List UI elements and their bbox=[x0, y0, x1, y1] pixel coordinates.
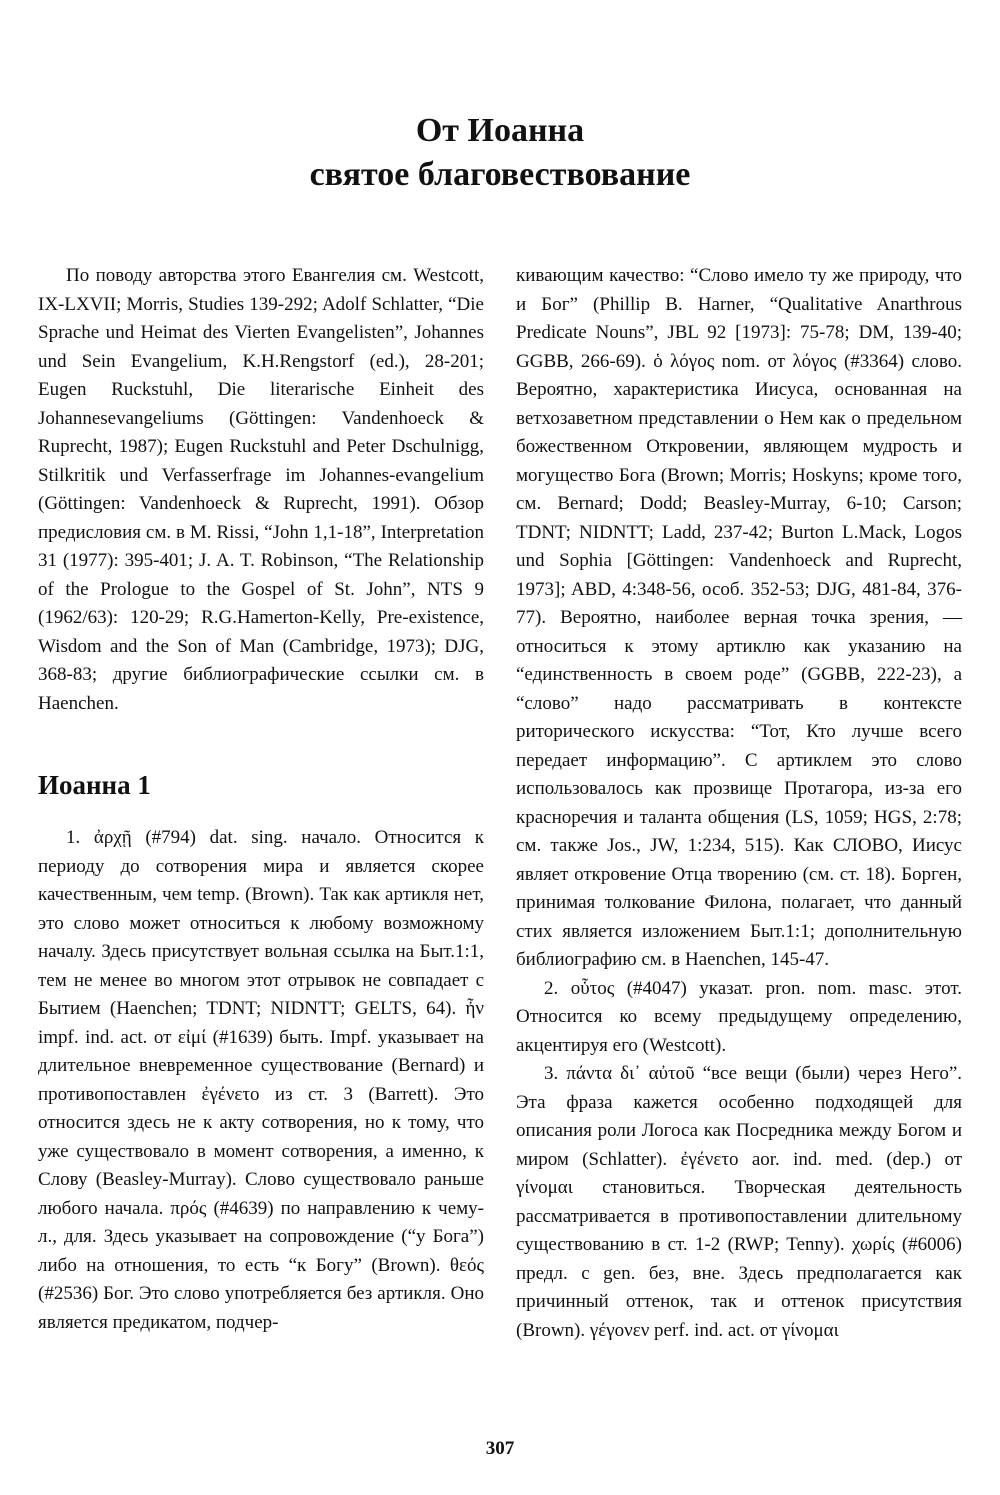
page-number: 307 bbox=[485, 1438, 515, 1459]
verse-2-paragraph: 2. οὗτος (#4047) указат. pron. nom. masc. этот. Относится ко всему предыдущему определению, акцентируя его (Westcott). bbox=[516, 977, 962, 1056]
section-heading: Иоанна 1 bbox=[38, 770, 151, 800]
right-column bbox=[516, 262, 962, 1345]
page-subtitle: святое благовествование bbox=[309, 156, 691, 193]
continuation-paragraph: кивающим качество: “Слово имело ту же природу, что и Бог” (Phillip B. Harner, “Qualitative Anarthrous Predicate Nouns”, JBL 92 [1973]: 75-78; DM, 139-40; GGBB, 266-69). ὁ λόγος nom. от λόγος (#3364) слово. Вероятно, характеристика Иисуса, основанная на ветхозаветном представлении о Нем как о предельном божественном Откровении, являющем мудрость и могущество Бога (Brown; Morris; Hoskyns; кроме того, см. Bernard; Dodd; Beasley-Murray, 6-10; Carson; TDNT; NIDNTT; Ladd, 237-42; Burton L.Mack, Logos und Sophia [Göttingen: Vandenhoeck and Ruprecht, 1973]; ABD, 4:348-56, особ. 352-53; DJG, 481-84, 376-77). Вероятно, наиболее верная точка зрения, — относиться к этому артиклю как указанию на “единственность в своем роде” (GGBB, 222-23), а “слово” надо рассматривать в контексте риторического искусства: “Тот, Кто лучше всего передает информацию”. С артиклем это слово использовалось как прозвище Протагора, из-за его красноречия и таланта общения (LS, 1059; HGS, 2:78; см. также Jos., JW, 1:234, 515). Как СЛОВО, Иисус являет откровение Отца творению (см. ст. 18). Борген, принимая толкование Филона, полагает, что данный стих является изложением Быт.1:1; дополнительную библиографию см. в Haenchen, 145-47. bbox=[516, 265, 962, 970]
left-column bbox=[38, 262, 484, 1337]
verse-1-paragraph: 1. ἀρχῇ (#794) dat. sing. начало. Относится к периоду до сотворения мира и является скорее качественным, чем temp. (Brown). Так как артикля нет, это слово может относиться к любому возможному началу. Здесь присутствует вольная ссылка на Быт.1:1, тем не менее во многом этот отрывок не совпадает с Бытием (Haenchen; TDNT; NIDNTT; GELTS, 64). ἦν impf. ind. act. от εἰμί (#1639) быть. Impf. указывает на длительное вневременное существование (Bernard) и противопоставлен ἐγένετο из ст. 3 (Barrett). Это относится здесь не к акту сотворения, но к тому, что уже существовало в момент сотворения, а именно, к Слову (Beasley-Murray). Слово существовало раньше любого начала. πρός (#4639) по направлению к чему-л., для. Здесь указывает на сопровождение (“у Бога”) либо на отношения, то есть “к Богу” (Brown). θεός (#2536) Бог. Это слово употребляется без артикля. Оно является предикатом, подчер- bbox=[38, 827, 484, 1333]
page-title: От Иоанна bbox=[415, 112, 585, 149]
intro-paragraph: По поводу авторства этого Евангелия см. Westcott, IX-LXVII; Morris, Studies 139-292; Adolf Schlatter, “Die Sprache und Heimat des Vierten Evangelisten”, Johannes und Sein Evangelium, K.H.Rengstorf (ed.), 28-201; Eugen Ruckstuhl, Die literarische Einheit des Johannesevangeliums (Göttingen: Vandenhoeck & Ruprecht, 1987); Eugen Ruckstuhl and Peter Dschulnigg, Stilkritik und Verfasserfrage im Johannes-evangelium (Göttingen: Vandenhoeck & Ruprecht, 1991). Обзор предисловия см. в M. Rissi, “John 1,1-18”, Interpretation 31 (1977): 395-401; J. A. T. Robinson, “The Relationship of the Prologue to the Gospel of St. John”, NTS 9 (1962/63): 120-29; R.G.Hamerton-Kelly, Pre-existence, Wisdom and the Son of Man (Cambridge, 1973); DJG, 368-83; другие библиографические ссылки см. в Haenchen. bbox=[38, 265, 484, 714]
verse-3-paragraph: 3. πάντα δι᾽ αὐτοῦ “все вещи (были) через Него”. Эта фраза кажется особенно подходящей для описания роли Логоса как Посредника между Богом и миром (Schlatter). ἐγένετο aor. ind. med. (dep.) от γίνομαι становиться. Творческая деятельность рассматривается в противопоставлении длительному существованию в ст. 1-2 (RWP; Tenny). χωρίς (#6006) предл. с gen. без, вне. Здесь предполагается как причинный оттенок, так и оттенок присутствия (Brown). γέγονεν perf. ind. act. от γίνομαι bbox=[516, 1063, 962, 1341]
